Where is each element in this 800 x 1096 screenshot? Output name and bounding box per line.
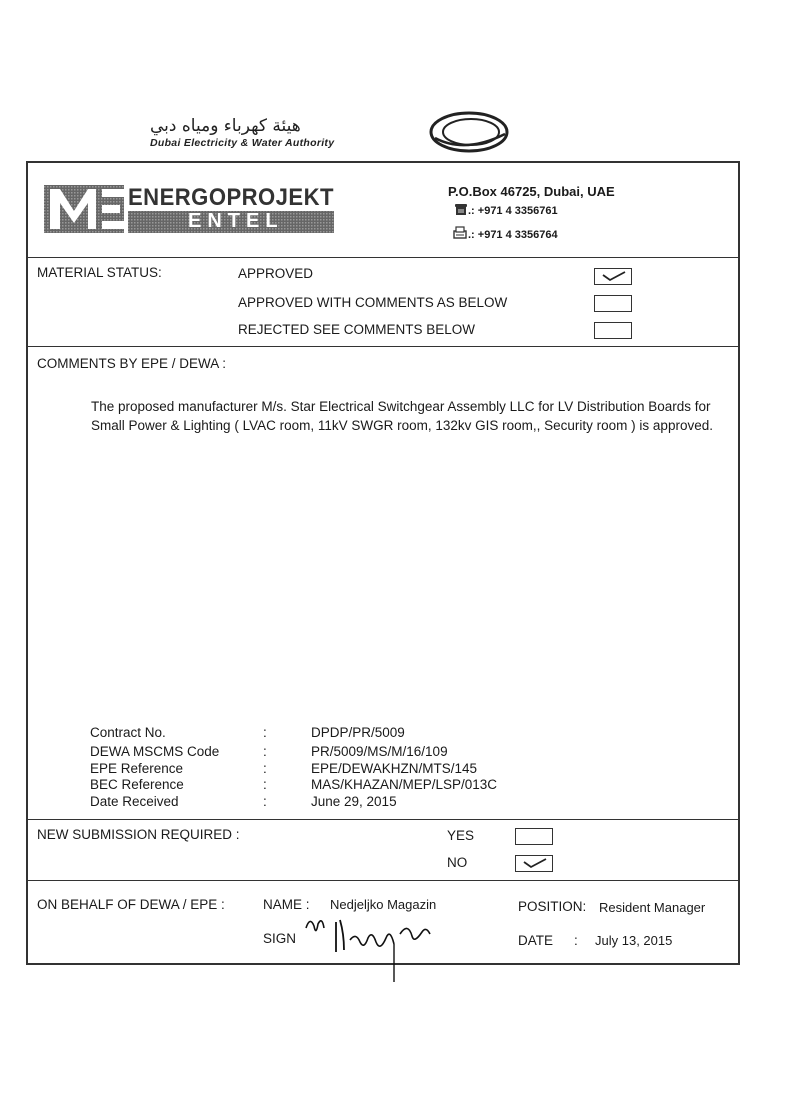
divider [26, 819, 740, 820]
signature [300, 910, 440, 984]
checkmark-icon [522, 856, 548, 870]
ref-sep: : [263, 777, 267, 792]
position-label: POSITION: [518, 899, 587, 914]
ref-value: June 29, 2015 [311, 794, 397, 809]
sign-label: SIGN [263, 931, 297, 946]
approved-checkbox[interactable] [594, 268, 632, 285]
fax-icon [453, 226, 467, 240]
ref-sep: : [263, 744, 267, 759]
phone-number: .: +971 4 3356761 [468, 205, 558, 217]
ref-sep: : [263, 725, 267, 740]
name-label: NAME : [263, 897, 310, 912]
status-option-rejected: REJECTED SEE COMMENTS BELOW [238, 322, 476, 337]
ref-label: BEC Reference [90, 777, 184, 792]
ref-label: DEWA MSCMS Code [90, 744, 220, 759]
authority-name-english: Dubai Electricity & Water Authority [150, 137, 335, 149]
ref-value: DPDP/PR/5009 [311, 725, 405, 740]
position-value: Resident Manager [599, 900, 706, 915]
on-behalf-label: ON BEHALF OF DEWA / EPE : [37, 897, 225, 912]
no-label: NO [447, 855, 468, 870]
no-checkbox[interactable] [515, 855, 553, 872]
yes-label: YES [447, 828, 475, 843]
dewa-logo-icon [425, 108, 510, 156]
comments-body: The proposed manufacturer M/s. Star Electrical Switchgear Assembly LLC for LV Distribution Boards for Small Power & Lighting ( LVAC room, 11kV SWGR room, 132kv GIS room,, Security room ) is approved. [91, 399, 713, 433]
comments-label: COMMENTS BY EPE / DEWA : [37, 356, 227, 371]
name-value: Nedjeljko Magazin [330, 897, 437, 912]
ref-value: EPE/DEWAKHZN/MTS/145 [311, 761, 478, 776]
new-submission-label: NEW SUBMISSION REQUIRED : [37, 827, 240, 842]
phone-icon [454, 202, 468, 216]
rejected-checkbox[interactable] [594, 322, 632, 339]
date-label: DATE [518, 933, 554, 948]
ref-label: Contract No. [90, 725, 166, 740]
status-option-approved-with-comments: APPROVED WITH COMMENTS AS BELOW [238, 295, 508, 310]
fax-number: .: +971 4 3356764 [468, 229, 558, 241]
po-box: P.O.Box 46725, Dubai, UAE [448, 184, 615, 199]
ref-value: MAS/KHAZAN/MEP/LSP/013C [311, 777, 498, 792]
ref-sep: : [263, 761, 267, 776]
divider [26, 346, 740, 347]
checkmark-icon [601, 269, 627, 283]
divider [26, 880, 740, 881]
company-name-top: ENERGOPROJEKT [128, 184, 334, 211]
form-frame [26, 161, 740, 965]
approved-with-comments-checkbox[interactable] [594, 295, 632, 312]
ref-label: Date Received [90, 794, 179, 809]
ref-label: EPE Reference [90, 761, 184, 776]
authority-name-arabic: هيئة كهرباء ومياه دبي [150, 116, 301, 136]
ref-sep: : [263, 794, 267, 809]
date-sep: : [574, 933, 578, 948]
status-option-approved: APPROVED [238, 266, 314, 281]
date-value: July 13, 2015 [595, 933, 673, 948]
yes-checkbox[interactable] [515, 828, 553, 845]
company-name-bottom: ENTEL [188, 210, 284, 232]
ref-value: PR/5009/MS/M/16/109 [311, 744, 448, 759]
material-status-label: MATERIAL STATUS: [37, 265, 162, 280]
divider [26, 257, 740, 258]
